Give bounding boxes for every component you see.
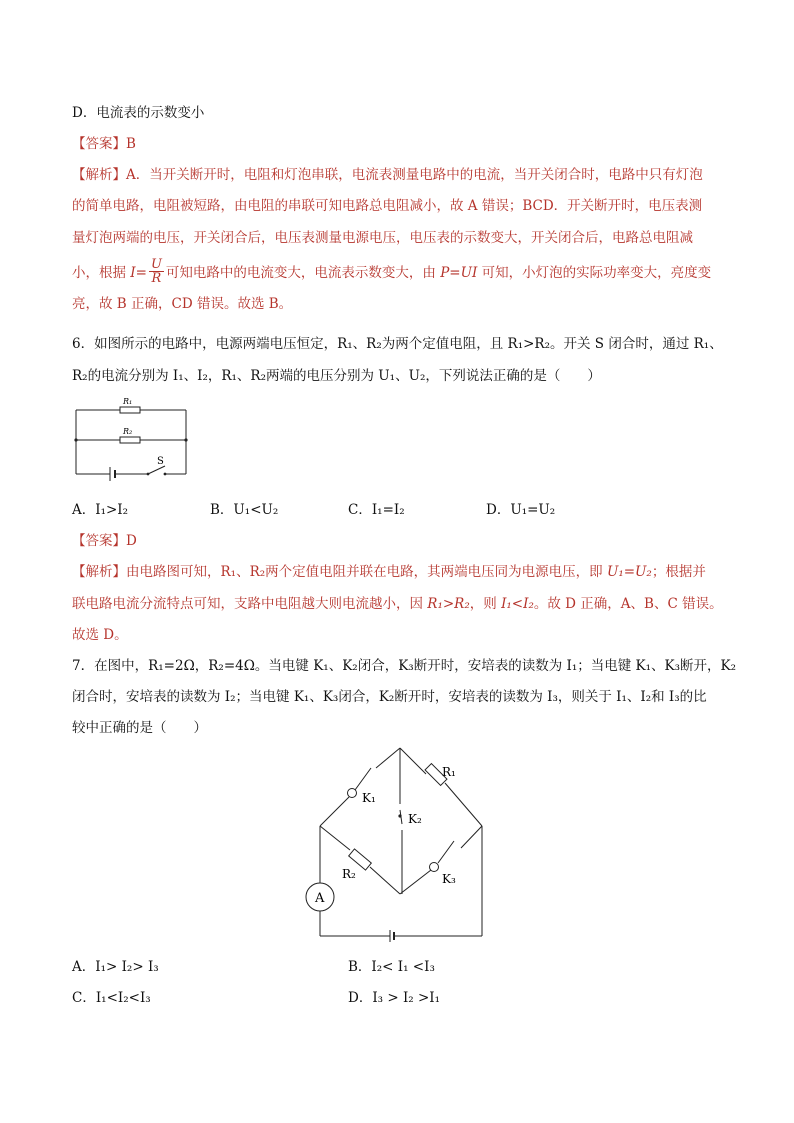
- answer-tag: 【答案】: [72, 533, 126, 549]
- answer-value: D: [126, 533, 137, 549]
- q6-option-a: A．I₁>I₂: [72, 502, 129, 518]
- analysis-tag: 【解析】: [72, 564, 126, 580]
- q5-analysis-line-3: 量灯泡两端的电压，开关闭合后，电压表测量电源电压，电压表的示数变大，开关闭合后，电路总电阻减: [72, 230, 693, 246]
- q7-stem-line-2: 闭合时，安培表的读数为 I₂；当电键 K₁、K₃闭合，K₂断开时，安培表的读数为 I₃，则关于 I₁、I₂和 I₃的比: [72, 689, 707, 705]
- analysis-text: 可知电路中的电流变大，电流表示数变大，由: [165, 265, 441, 281]
- formula: I₁<I₂: [501, 596, 534, 612]
- q6-analysis-line-1: [72, 562, 706, 582]
- analysis-text: ，则: [469, 596, 502, 612]
- switch-label: S: [157, 456, 164, 467]
- analysis-text: ；根据并: [651, 564, 706, 580]
- q7-stem-line-3: 较中正确的是（ ）: [72, 720, 207, 736]
- answer-tag: 【答案】: [72, 136, 126, 152]
- k1-label: K₁: [362, 791, 376, 805]
- q5-analysis-line-1: [72, 165, 703, 185]
- q5-analysis-line-2: 的简单电路，电阻被短路，由电阻的串联可知电路总电阻减小，故 A 错误；BCD．开关断开时，电压表测: [72, 198, 703, 214]
- q7-option-b: B．I₂< I₁ <I₃: [348, 959, 435, 975]
- analysis-text: 由电路图可知，R₁、R₂两个定值电阻并联在电路，其两端电压同为电源电压，即: [126, 564, 607, 580]
- q7-option-a: A．I₁> I₂> I₃: [72, 959, 159, 975]
- fraction-numerator: U: [150, 257, 162, 272]
- q6-analysis-line-2: [72, 594, 723, 614]
- formula: P=UI: [440, 265, 478, 281]
- fraction-denominator: R: [151, 271, 162, 286]
- analysis-text: 联电路电流分流特点可知，支路中电阻越大则电流越小，因: [72, 596, 428, 612]
- ammeter-label: A: [315, 891, 325, 906]
- analysis-text: 小，根据: [72, 265, 131, 281]
- k3-label: K₃: [442, 872, 456, 886]
- formula: R₁>R₂: [427, 596, 470, 612]
- analysis-tag: 【解析】: [72, 167, 126, 183]
- q6-circuit-diagram: [70, 392, 195, 484]
- formula: I=: [130, 265, 147, 281]
- r1-label: R₁: [442, 765, 456, 779]
- q7-option-c: C．I₁<I₂<I₃: [72, 990, 151, 1006]
- q6-stem-line-1: 6．如图所示的电路中，电源两端电压恒定，R₁、R₂为两个定值电阻，且 R₁>R₂。开关 S 闭合时，通过 R₁、: [72, 336, 723, 352]
- q7-stem-line-1: 7．在图中，R₁=2Ω，R₂=4Ω。当电键 K₁、K₂闭合，K₃断开时，安培表的读数为 I₁；当电键 K₁、K₃断开，K₂: [72, 658, 737, 674]
- q6-option-b: B．U₁<U₂: [210, 502, 279, 518]
- q7-option-d: D．I₃ > I₂ >I₁: [348, 990, 441, 1006]
- fraction: [149, 258, 164, 285]
- q6-option-d: D．U₁=U₂: [486, 502, 556, 518]
- q5-option-d: D．电流表的示数变小: [72, 105, 205, 121]
- r2-label: R₂: [342, 867, 356, 881]
- q5-analysis-line-4: [72, 257, 712, 287]
- q7-circuit-diagram: [298, 744, 498, 944]
- q6-answer: [72, 531, 137, 551]
- formula: U₁=U₂: [606, 564, 652, 580]
- analysis-text: 可知，小灯泡的实际功率变大，亮度变: [477, 265, 712, 281]
- q6-analysis-line-3: 故选 D。: [72, 627, 128, 643]
- q5-answer: [72, 134, 136, 154]
- q6-option-c: C．I₁=I₂: [348, 502, 405, 518]
- r2-label: R₂: [123, 427, 133, 436]
- r1-label: R₁: [123, 397, 133, 406]
- k2-label: K₂: [408, 812, 422, 826]
- answer-value: B: [126, 136, 136, 152]
- analysis-text: A．当开关断开时，电阻和灯泡串联，电流表测量电路中的电流，当开关闭合时，电路中只有灯泡: [126, 167, 703, 183]
- q6-stem-line-2: R₂的电流分别为 I₁、I₂，R₁、R₂两端的电压分别为 U₁、U₂，下列说法正确的是（ ）: [72, 368, 601, 384]
- analysis-text: 。故 D 正确，A、B、C 错误。: [533, 596, 723, 612]
- q5-analysis-line-5: 亮，故 B 正确，CD 错误。故选 B。: [72, 296, 293, 312]
